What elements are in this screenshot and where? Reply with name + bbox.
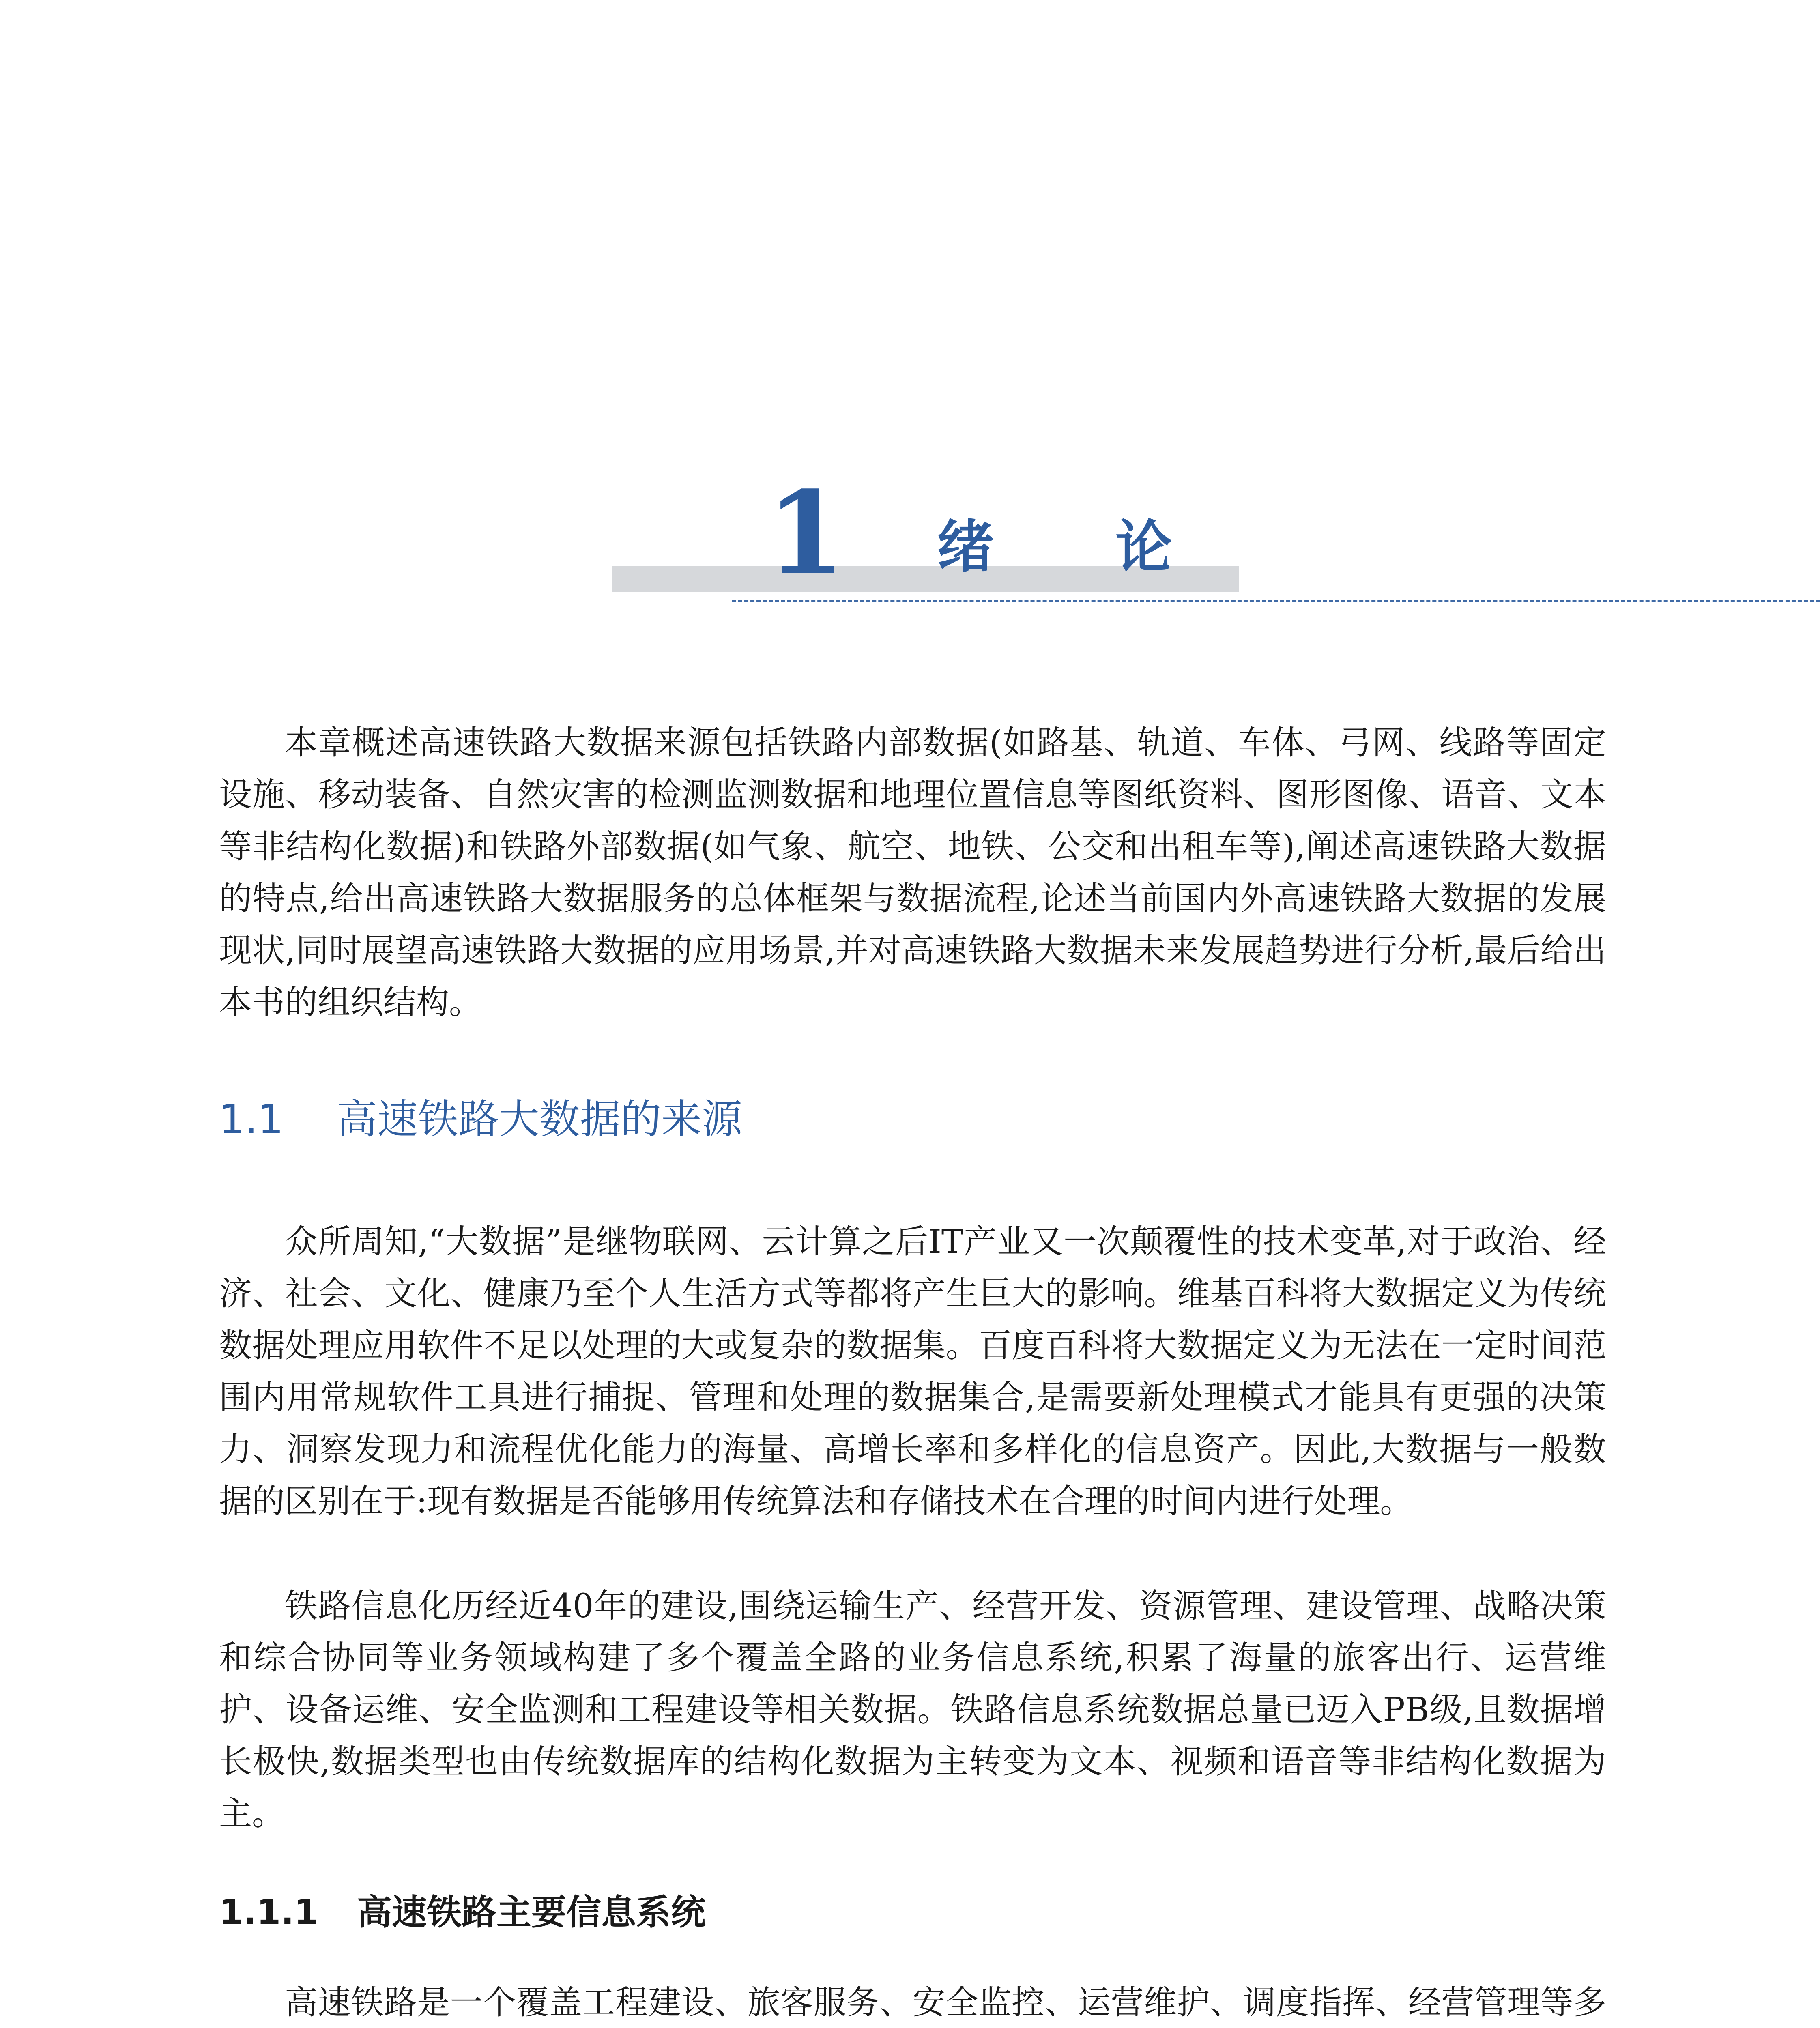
chapter-title: 绪论: [937, 514, 1294, 580]
subsection-number: 1.1.1: [219, 1892, 318, 1933]
section-number: 1.1: [219, 1096, 284, 1143]
subsection-heading: [219, 1888, 706, 1937]
section-heading: [219, 1093, 742, 1146]
section-paragraph: 众所周知,“大数据”是继物联网、云计算之后IT产业又一次颠覆性的技术变革,对于政治、经济、社会、文化、健康乃至个人生活方式等都将产生巨大的影响。维基百科将大数据定义为传统数据处理应用软件不足以处理的大或复杂的数据集。百度百科将大数据定义为无法在一定时间范围内用常规软件工具进行捕捉、管理和处理的数据集合,是需要新处理模式才能具有更强的决策力、洞察发现力和流程优化能力的海量、高增长率和多样化的信息资产。因此,大数据与一般数据的区别在于:现有数据是否能够用传统算法和存储技术在合理的时间内进行处理。: [219, 1223, 1606, 1521]
subsection-title: 高速铁路主要信息系统: [357, 1892, 706, 1933]
chapter-intro-paragraph: 本章概述高速铁路大数据来源包括铁路内部数据(如路基、轨道、车体、弓网、线路等固定设施、移动装备、自然灾害的检测监测数据和地理位置信息等图纸资料、图形图像、语音、文本等非结构化数据)和铁路外部数据(如气象、航空、地铁、公交和出租车等),阐述高速铁路大数据的特点,给出高速铁路大数据服务的总体框架与数据流程,论述当前国内外高速铁路大数据的发展现状,同时展望高速铁路大数据的应用场景,并对高速铁路大数据未来发展趋势进行分析,最后给出本书的组织结构。: [219, 724, 1606, 1022]
chapter-number: 1: [767, 466, 846, 600]
subsection-paragraph: 高速铁路是一个覆盖工程建设、旅客服务、安全监控、运营维护、调度指挥、经营管理等多: [285, 1984, 1606, 2022]
section-paragraph: 铁路信息化历经近40年的建设,围绕运输生产、经营开发、资源管理、建设管理、战略决策和综合协同等业务领域构建了多个覆盖全路的业务信息系统,积累了海量的旅客出行、运营维护、设备运维、安全监测和工程建设等相关数据。铁路信息系统数据总量已迈入PB级,且数据增长极快,数据类型也由传统数据库的结构化数据为主转变为文本、视频和语音等非结构化数据为主。: [219, 1587, 1606, 1833]
section-title: 高速铁路大数据的来源: [337, 1096, 742, 1143]
chapter-dashed-rule: [732, 600, 1820, 602]
